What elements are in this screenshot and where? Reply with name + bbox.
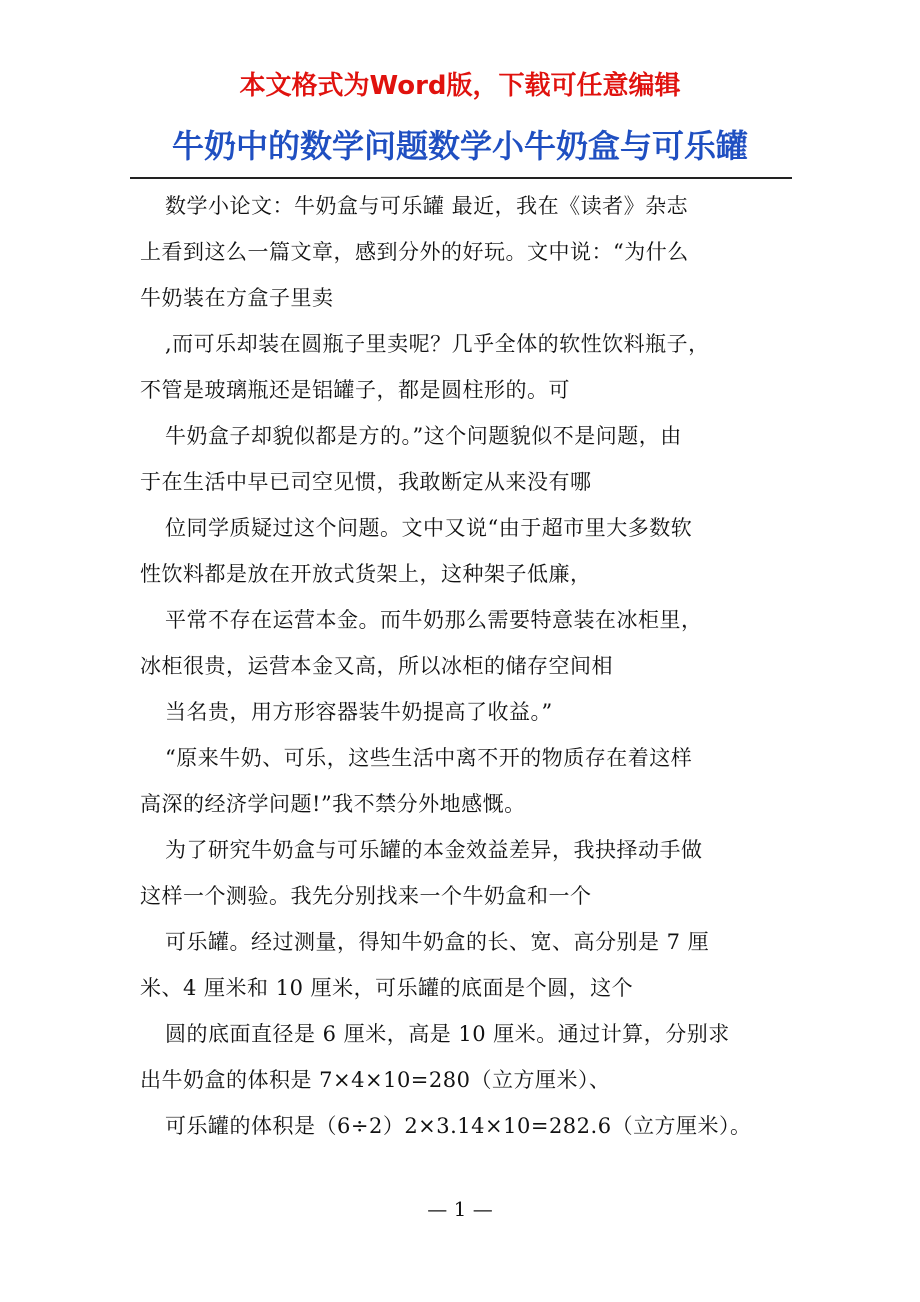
format-notice-banner: 本文格式为Word版，下载可任意编辑 (239, 71, 681, 101)
body-line-3: 牛奶装在方盒子里卖 (140, 286, 334, 310)
body-line-18: 米、4 厘米和 10 厘米，可乐罐的底面是个圆，这个 (140, 976, 634, 1000)
body-line-5: 不管是玻璃瓶还是铝罐子，都是圆柱形的。可 (140, 378, 570, 402)
body-line-9: 性饮料都是放在开放式货架上，这种架子低廉， (140, 562, 592, 586)
body-line-17: 可乐罐。经过测量，得知牛奶盒的长、宽、高分别是 7 厘 (165, 930, 710, 954)
body-line-7: 于在生活中早已司空见惯，我敢断定从来没有哪 (140, 470, 592, 494)
title-divider (130, 177, 792, 179)
body-line-4: ,而可乐却装在圆瓶子里卖呢？几乎全体的软性饮料瓶子， (165, 332, 710, 356)
body-line-8: 位同学质疑过这个问题。文中又说“由于超市里大多数软 (165, 516, 693, 540)
body-line-15: 为了研究牛奶盒与可乐罐的本金效益差异，我抉择动手做 (165, 838, 703, 862)
body-line-1: 数学小论文：牛奶盒与可乐罐 最近，我在《读者》杂志 (165, 194, 689, 218)
body-line-10: 平常不存在运营本金。而牛奶那么需要特意装在冰柜里， (165, 608, 703, 632)
body-line-12: 当名贵，用方形容器装牛奶提高了收益。” (165, 700, 553, 724)
body-line-11: 冰柜很贵，运营本金又高，所以冰柜的储存空间相 (140, 654, 613, 678)
body-line-21: 可乐罐的体积是（6÷2）2×3.14×10=282.6（立方厘米）。 (165, 1114, 752, 1138)
body-line-13: “原来牛奶、可乐，这些生活中离不开的物质存在着这样 (165, 746, 693, 770)
body-line-2: 上看到这么一篇文章，感到分外的好玩。文中说：“为什么 (140, 240, 689, 264)
body-line-14: 高深的经济学问题!”我不禁分外地感慨。 (140, 792, 526, 816)
page-number: — 1 — (427, 1197, 493, 1221)
body-line-6: 牛奶盒子却貌似都是方的。”这个问题貌似不是问题，由 (165, 424, 682, 448)
body-line-16: 这样一个测验。我先分别找来一个牛奶盒和一个 (140, 884, 592, 908)
document-title: 牛奶中的数学问题数学小牛奶盒与可乐罐 (171, 127, 748, 165)
document-body (140, 183, 782, 1149)
body-line-19: 圆的底面直径是 6 厘米，高是 10 厘米。通过计算，分别求 (165, 1022, 730, 1046)
body-line-20: 出牛奶盒的体积是 7×4×10=280（立方厘米）、 (140, 1068, 611, 1092)
